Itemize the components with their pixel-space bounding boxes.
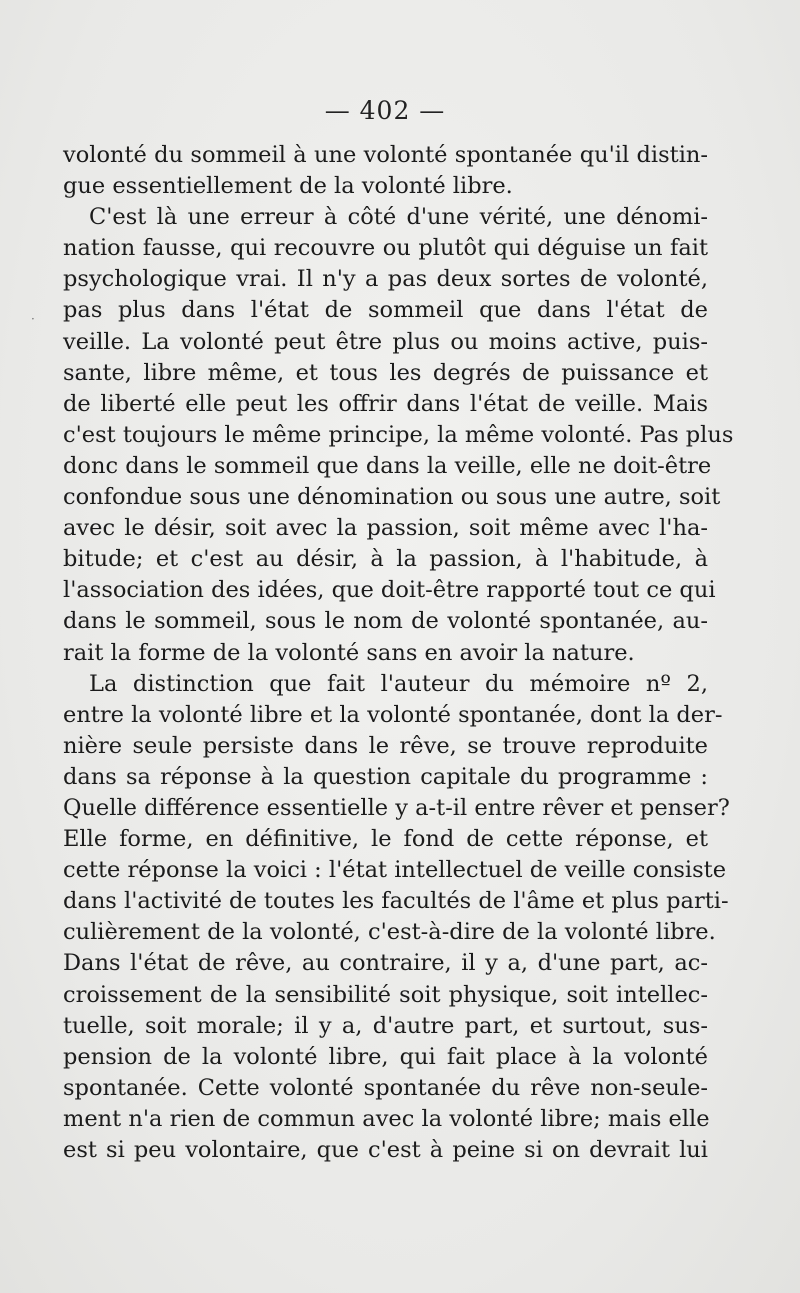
text-line: cette réponse la voici : l'état intellectuel de veille consiste bbox=[63, 857, 727, 884]
text-line: c'est toujours le même principe, la même volonté. Pas plus bbox=[63, 421, 734, 448]
text-line: de liberté elle peut les offrir dans l'état de veille. Mais bbox=[63, 390, 708, 417]
text-line: Quelle différence essentielle y a-t-il entre rêver et penser? bbox=[63, 794, 730, 821]
text-line: nation fausse, qui recouvre ou plutôt qui déguise un fait bbox=[63, 235, 708, 262]
text-line: spontanée. Cette volonté spontanée du rêve non-seule- bbox=[63, 1074, 708, 1101]
text-line: dans l'activité de toutes les facultés de l'âme et plus parti- bbox=[63, 888, 729, 915]
text-line: gue essentiellement de la volonté libre. bbox=[63, 173, 513, 200]
text-line: l'association des idées, que doit-être rapporté tout ce qui bbox=[63, 577, 716, 604]
text-line: dans le sommeil, sous le nom de volonté spontanée, au- bbox=[63, 608, 708, 635]
text-line: culièrement de la volonté, c'est-à-dire de la volonté libre. bbox=[63, 919, 716, 946]
text-line: sante, libre même, et tous les degrés de puissance et bbox=[63, 359, 708, 386]
text-line: Dans l'état de rêve, au contraire, il y a, d'une part, ac- bbox=[63, 950, 708, 977]
page-number: — 402 — bbox=[324, 96, 446, 125]
text-line: entre la volonté libre et la volonté spontanée, dont la der- bbox=[63, 701, 723, 728]
text-line: tuelle, soit morale; il y a, d'autre part, et surtout, sus- bbox=[63, 1012, 708, 1039]
text-line: nière seule persiste dans le rêve, se trouve reproduite bbox=[63, 732, 708, 759]
text-line: pension de la volonté libre, qui fait place à la volonté bbox=[63, 1043, 708, 1070]
text-line: rait la forme de la volonté sans en avoir la nature. bbox=[63, 639, 635, 666]
text-line: veille. La volonté peut être plus ou moins active, puis- bbox=[63, 328, 708, 355]
margin-mark: · bbox=[31, 312, 35, 326]
text-line: dans sa réponse à la question capitale du programme : bbox=[63, 763, 708, 790]
text-line: est si peu volontaire, que c'est à peine si on devrait lui bbox=[63, 1137, 708, 1163]
text-line: croissement de la sensibilité soit physique, soit intellec- bbox=[63, 981, 708, 1008]
text-line: confondue sous une dénomination ou sous une autre, soit bbox=[63, 484, 721, 511]
text-line: C'est là une erreur à côté d'une vérité, une dénomi- bbox=[89, 204, 708, 231]
text-line: psychologique vrai. Il n'y a pas deux sortes de volonté, bbox=[63, 266, 708, 293]
text-line: volonté du sommeil à une volonté spontanée qu'il distin- bbox=[63, 142, 708, 168]
text-line: ment n'a rien de commun avec la volonté libre; mais elle bbox=[63, 1105, 710, 1132]
text-line: Elle forme, en définitive, le fond de cette réponse, et bbox=[63, 826, 708, 853]
text-line: bitude; et c'est au désir, à la passion, à l'habitude, à bbox=[63, 546, 708, 573]
text-line: La distinction que fait l'auteur du mémoire nº 2, bbox=[89, 670, 708, 697]
text-line: donc dans le sommeil que dans la veille, elle ne doit-être bbox=[63, 452, 712, 479]
text-line: pas plus dans l'état de sommeil que dans l'état de bbox=[63, 297, 708, 324]
text-line: avec le désir, soit avec la passion, soit même avec l'ha- bbox=[63, 515, 708, 542]
body-text bbox=[63, 140, 734, 1166]
